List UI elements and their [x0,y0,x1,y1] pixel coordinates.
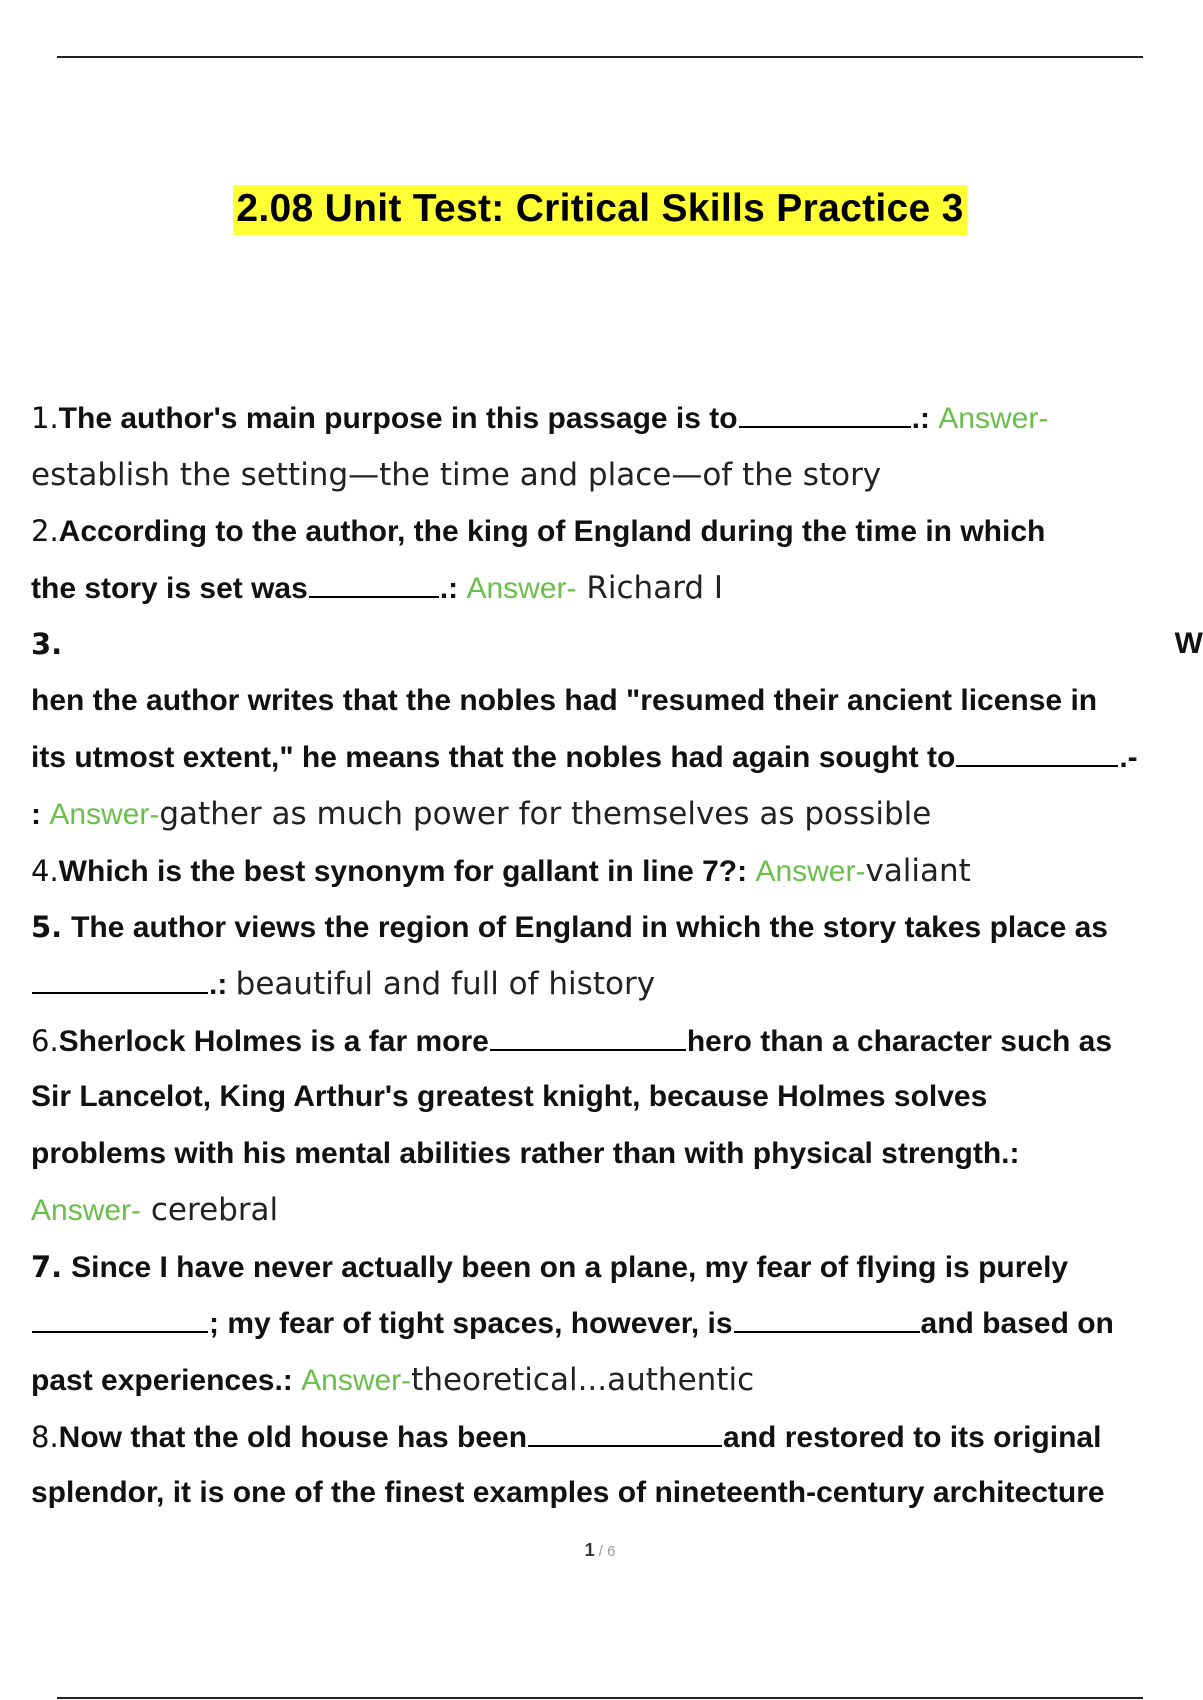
bottom-rule [57,1697,1143,1699]
answer-label: Answer- [301,1364,412,1398]
top-rule [57,56,1143,58]
title-container [0,185,1200,235]
question-number: 8. [31,1419,59,1454]
question-3-line-4 [31,786,1200,843]
answer-text: cerebral [141,1192,279,1229]
question-1-line-1 [31,390,1200,447]
question-8-line-1 [31,1409,1200,1466]
question-text: splendor, it is one of the finest examples of nineteenth-century architecture [31,1476,1105,1510]
answer-text: theoretical...authentic [411,1362,755,1399]
question-2-line-1 [31,503,1200,560]
question-text: hero than a character such as [686,1024,1113,1058]
question-6-line-1 [31,1013,1200,1070]
question-text: Since I have never actually been on a plane, my fear of flying is purely [71,1250,1069,1284]
answer-blank [32,1301,208,1333]
question-3-line-1 [31,616,1203,673]
question-number: 1. [31,401,59,435]
question-text: Which is the best synonym for gallant in line 7?: [58,854,756,888]
question-text: and restored to its original [723,1420,1102,1454]
question-7-line-1 [31,1239,1200,1296]
question-text: The author views the region of England in which the story takes place as [71,911,1108,945]
answer-blank [956,735,1118,767]
answer-text: valiant [865,852,971,889]
answer-label: Answer- [49,798,160,832]
question-number: 3. [31,627,63,662]
question-suffix: .: [439,571,467,605]
question-text: The author's main purpose in this passage is to [58,402,738,435]
question-8-line-2 [31,1465,1200,1522]
answer-blank [32,962,208,994]
question-text: ; my fear of tight spaces, however, is [209,1306,733,1340]
answer-prefix: : [31,798,50,832]
answer-text: Richard I [576,569,724,606]
answer-blank [490,1019,686,1051]
question-text-fragment: W [1174,627,1203,661]
answer-label: Answer- [938,402,1049,435]
question-text: Now that the old house has been [58,1420,528,1454]
answer-label: Answer- [755,854,866,888]
question-7-line-3 [31,1352,1200,1409]
question-5-line-2 [31,956,1200,1013]
question-text: past experiences.: [31,1364,302,1398]
question-3-line-2 [31,673,1200,730]
question-suffix: .- [1119,740,1138,774]
question-1-line-2 [31,447,1200,504]
answer-label: Answer- [466,571,577,605]
question-2-line-2 [31,560,1200,617]
question-text: Sir Lancelot, King Arthur's greatest knight, because Holmes solves [31,1080,988,1114]
question-text: and based on [920,1306,1114,1340]
question-6-line-2 [31,1069,1200,1126]
total-pages: 6 [607,1543,616,1560]
question-suffix: .: [911,402,939,435]
question-number: 2. [31,514,59,549]
question-text: According to the author, the king of England during the time in which [58,515,1046,549]
question-text: problems with his mental abilities rather than with physical strength.: [31,1136,1020,1170]
question-number: 4. [31,853,59,888]
answer-blank [739,396,911,428]
question-number: 6. [31,1023,59,1058]
question-7-line-2 [31,1296,1200,1353]
answer-text: gather as much power for themselves as possible [159,796,932,833]
answer-blank [734,1301,920,1333]
question-text: its utmost extent," he means that the nobles had again sought to [31,740,956,774]
question-text: hen the author writes that the nobles had "resumed their ancient license in [31,683,1098,717]
question-text: the story is set was [31,571,308,605]
question-6-line-4 [31,1182,1200,1239]
question-number: 7. [31,1249,63,1284]
answer-text: beautiful and full of history [235,965,656,1002]
page-indicator [0,1540,1200,1561]
question-4-line-1 [31,843,1200,900]
answer-blank [309,566,439,598]
answer-blank [528,1415,722,1447]
question-suffix: .: [209,967,236,1001]
question-text: Sherlock Holmes is a far more [58,1024,489,1058]
answer-text: establish the setting—the time and place—of the story [31,456,882,493]
question-number: 5. [31,910,63,945]
current-page: 1 [584,1540,595,1560]
question-6-line-3 [31,1126,1200,1183]
document-title: 2.08 Unit Test: Critical Skills Practice 3 [233,185,966,235]
question-3-line-3 [31,730,1200,787]
question-5-line-1 [31,899,1200,956]
questions [31,390,1203,1522]
answer-label: Answer- [31,1194,142,1228]
page-separator: / [594,1543,608,1560]
